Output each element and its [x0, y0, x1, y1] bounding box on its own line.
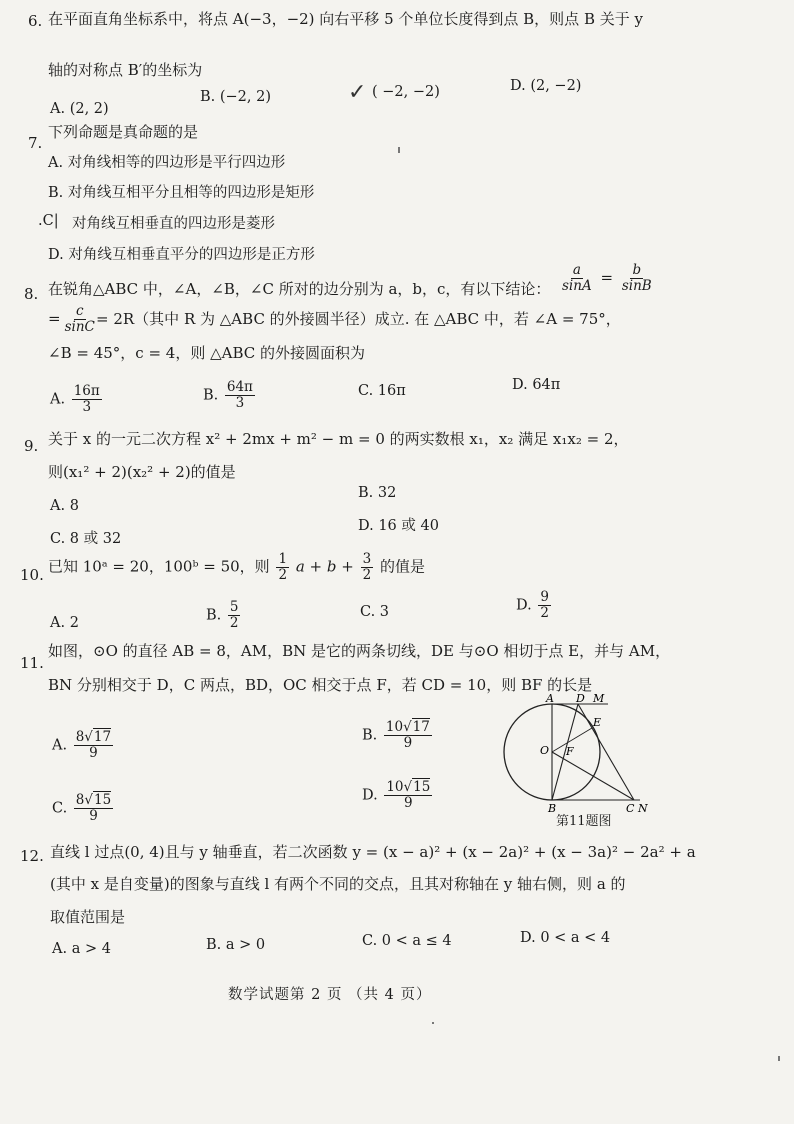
q10-option-b [206, 600, 242, 631]
scan-speck [398, 147, 400, 153]
q11-option-b-radicand: 17 [412, 719, 430, 735]
q9-stem-line1: 关于 x 的一元二次方程 x² + 2mx + m² − m = 0 的两实数根 x₁，x₂ 满足 x₁x₂ = 2， [48, 430, 629, 448]
label-a: A [546, 692, 554, 705]
q12-stem-line2: (其中 x 是自变量)的图象与直线 l 有两个不同的交点，且其对称轴在 y 轴右侧，则 a 的 [50, 875, 626, 893]
q8-option-d: D. 64π [512, 377, 561, 393]
q11-option-d-den: 9 [404, 794, 413, 811]
q11-option-c-radicand: 15 [94, 792, 112, 808]
q10-stem-post: 的值是 [379, 557, 425, 576]
q7-option-d: D. 对角线互相垂直平分的四边形是正方形 [48, 247, 315, 263]
q8-option-b [203, 380, 257, 411]
q10-stem-pre: 已知 10ᵃ = 20，100ᵇ = 50，则 [48, 557, 270, 576]
q10-option-d-den: 2 [540, 604, 549, 621]
q11-geometry-figure [496, 692, 666, 824]
q11-option-d: D. $\frac{10√15}{9}$ [362, 779, 431, 811]
q8-line2-fraction [48, 304, 99, 335]
q12-option-c: C. 0 < a ≤ 4 [362, 933, 452, 949]
q10-three-halves-num: 3 [362, 551, 372, 567]
q11-option-a-label: A. [52, 737, 68, 754]
q6-option-b: B. (−2, 2) [200, 89, 272, 105]
q11-stem-line1: 如图，⊙O 的直径 AB = 8，AM，BN 是它的两条切线，DE 与⊙O 相切于点 E，并与 AM， [48, 642, 671, 660]
q11-option-c-den: 9 [89, 807, 98, 824]
q10-option-b-num: 5 [229, 599, 239, 615]
q9-option-c: C. 8 或 32 [50, 531, 122, 547]
label-n: N [638, 802, 648, 815]
q11-option-a-den: 9 [89, 744, 98, 761]
label-b: B [548, 802, 557, 815]
q11-number: 11. [20, 654, 44, 672]
q10-stem-mid: a + b + [295, 557, 354, 576]
checkmark-icon: ✓ [348, 80, 367, 105]
q8-stem-line1: 在锐角△ABC 中，∠A，∠B，∠C 所对的边分别为 a，b，c，有以下结论： [48, 280, 551, 298]
q10-option-d-num: 9 [540, 589, 549, 605]
label-o: O [540, 744, 550, 757]
q11-option-d-label: D. [362, 787, 378, 804]
q6-option-d: D. (2, −2) [510, 78, 582, 94]
q10-option-c: C. 3 [360, 604, 390, 620]
q8-option-c: C. 16π [358, 383, 406, 399]
q8-stem-line2: = 2R（其中 R 为 △ABC 的外接圆半径）成立. 在 △ABC 中，若 ∠A = 75°， [96, 310, 621, 328]
scan-speck [432, 1022, 434, 1024]
q7-option-a: A. 对角线相等的四边形是平行四边形 [48, 155, 286, 171]
q8-option-a-den: 3 [82, 398, 92, 415]
q12-option-a: A. a > 4 [52, 941, 111, 957]
q10-half-den: 2 [278, 566, 288, 583]
q8-frac2-den: sinB [621, 277, 652, 294]
q10-option-d-label: D. [516, 597, 532, 614]
q6-stem-line1: 在平面直角坐标系中，将点 A(−3，−2) 向右平移 5 个单位长度得到点 B，则点 B 关于 y [48, 10, 643, 28]
q8-equals: = [600, 268, 614, 287]
q12-stem-line3: 取值范围是 [50, 908, 126, 926]
q10-three-halves-den: 2 [362, 566, 372, 583]
q11-option-d-radicand: 15 [413, 779, 431, 795]
q11-option-a-coef: 8 [75, 729, 85, 745]
q10-half-num: 1 [278, 551, 288, 567]
page-footer: 数学试题第 2 页 （共 4 页） [228, 987, 432, 1003]
q7-option-c: 对角线互相垂直的四边形是菱形 [72, 216, 275, 232]
q10-option-b-label: B. [206, 607, 222, 624]
q11-option-c-label: C. [52, 800, 68, 817]
q10-stem [48, 552, 425, 583]
q8-lead-equals: = [48, 309, 61, 328]
q8-frac1-den: sinA [562, 277, 592, 294]
q11-option-b-label: B. [362, 727, 378, 744]
q11-option-b-den: 9 [403, 734, 413, 751]
label-d: D [576, 692, 585, 705]
q11-figure-caption: 第11题图 [556, 814, 612, 829]
q8-frac2-num: b [632, 262, 642, 278]
q6-option-a: A. (2, 2) [50, 101, 109, 117]
q6-option-c: ( −2, −2) [372, 84, 440, 100]
q9-stem-line2: 则(x₁² + 2)(x₂² + 2)的值是 [48, 463, 236, 481]
q6-number: 6. [28, 12, 43, 30]
q10-option-b-den: 2 [229, 614, 239, 631]
q8-stem-line3: ∠B = 45°，c = 4，则 △ABC 的外接圆面积为 [48, 344, 366, 362]
label-f: F [566, 745, 574, 758]
q11-option-a: A. $\frac{8√17}{9}$ [52, 729, 112, 761]
q11-option-b-coef: 10 [385, 719, 404, 735]
q10-number: 10. [20, 566, 44, 584]
q11-option-a-radicand: 17 [93, 729, 112, 745]
scan-speck [778, 1056, 780, 1061]
q9-option-b: B. 32 [358, 485, 397, 501]
q8-law-of-sines [558, 263, 656, 294]
q8-option-b-label: B. [203, 387, 219, 404]
label-m: M [593, 692, 605, 705]
q7-option-c-mark: .C| [38, 213, 59, 229]
q6-stem-line2: 轴的对称点 B′的坐标为 [48, 61, 203, 79]
q11-option-c: C. $\frac{8√15}{9}$ [52, 792, 112, 824]
q9-option-d: D. 16 或 40 [358, 518, 439, 534]
q7-number: 7. [28, 134, 43, 152]
q8-option-a [50, 384, 104, 415]
label-c: C [626, 802, 635, 815]
q11-stem-line2: BN 分别相交于 D，C 两点，BD，OC 相交于点 F，若 CD = 10，则 BF 的长是 [48, 676, 593, 694]
q8-frac3-num: c [75, 303, 84, 319]
q11-option-c-coef: 8 [75, 792, 85, 808]
segment-bd [552, 704, 578, 800]
q8-frac1-num: a [572, 262, 581, 278]
q7-option-b: B. 对角线互相平分且相等的四边形是矩形 [48, 185, 315, 201]
q8-number: 8. [24, 285, 39, 303]
q10-option-a: A. 2 [50, 615, 79, 631]
q12-number: 12. [20, 847, 44, 865]
q8-option-a-label: A. [50, 391, 66, 408]
q11-option-d-coef: 10 [386, 779, 404, 795]
q9-option-a: A. 8 [50, 498, 79, 514]
q8-option-b-num: 64π [226, 379, 253, 395]
q7-stem: 下列命题是真命题的是 [48, 123, 199, 141]
q12-option-b: B. a > 0 [206, 937, 266, 953]
q12-stem-line1: 直线 l 过点(0, 4)且与 y 轴垂直，若二次函数 y = (x − a)² + (x − 2a)² + (x − 3a)² − 2a² + a [50, 843, 696, 861]
q10-option-d [516, 590, 553, 621]
q9-number: 9. [24, 437, 39, 455]
segment-oc [552, 752, 634, 800]
q8-frac3-den: sinC [64, 318, 95, 335]
label-e: E [593, 716, 602, 729]
q8-option-b-den: 3 [235, 394, 245, 411]
q12-option-d: D. 0 < a < 4 [520, 930, 611, 946]
q8-option-a-num: 16π [73, 383, 100, 399]
q11-option-b: B. $\frac{10√17}{9}$ [362, 719, 430, 751]
